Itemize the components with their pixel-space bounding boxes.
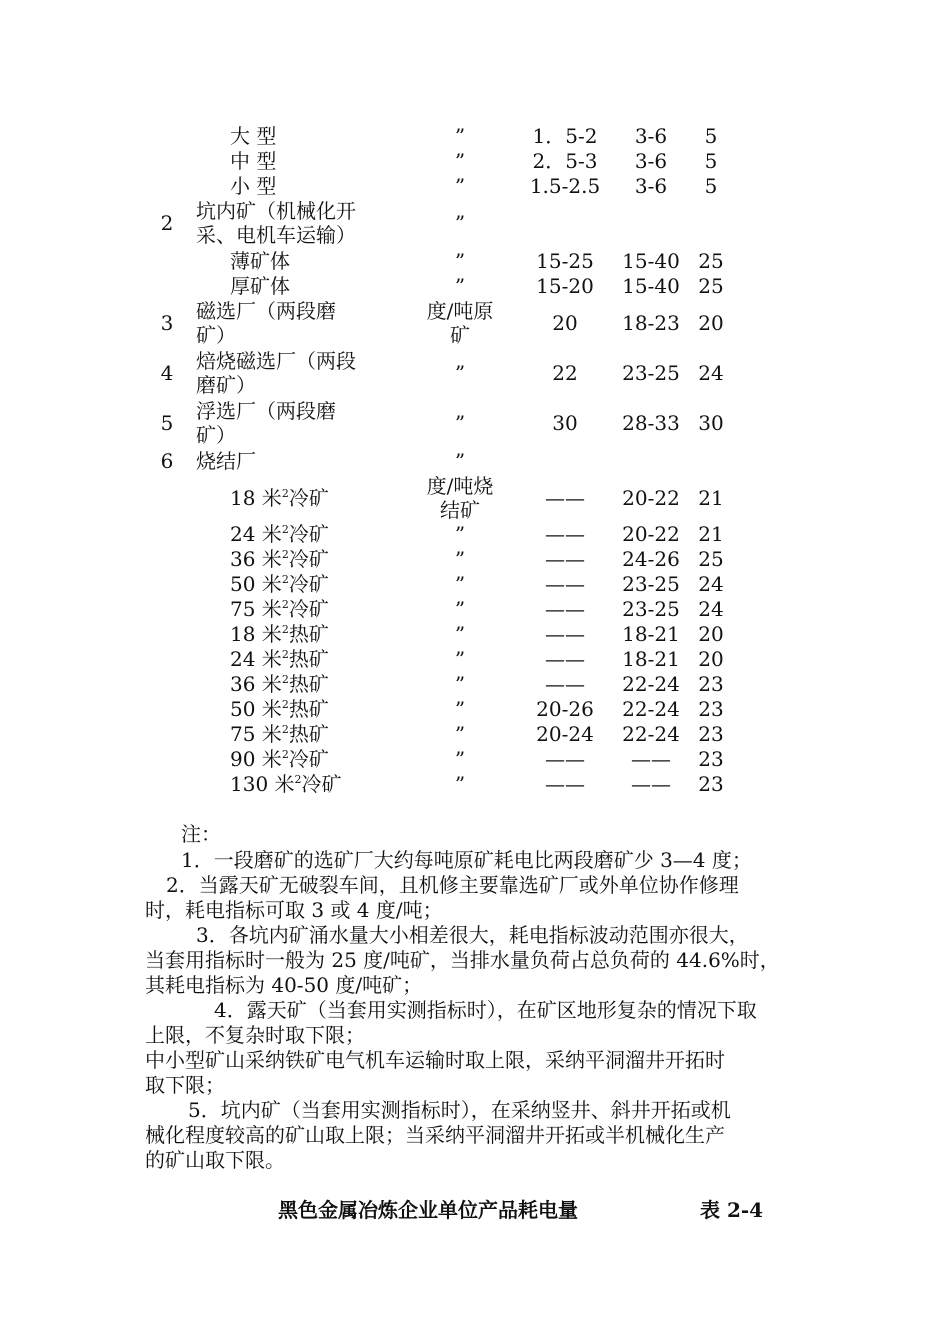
- unit: ”: [454, 174, 466, 198]
- item-name: 烧结厂: [196, 449, 256, 473]
- unit: ”: [454, 747, 466, 771]
- row-number: 4: [160, 361, 174, 385]
- note-4-line2: 上限，不复杂时取下限；: [145, 1023, 365, 1047]
- value-col-1: ——: [545, 597, 585, 621]
- note-2-line2: 时，耗电指标可取 3 或 4 度/吨；: [145, 898, 443, 922]
- note-1: 1．一段磨矿的选矿厂大约每吨原矿耗电比两段磨矿少 3—4 度；: [181, 848, 752, 872]
- value-col-2: ——: [631, 747, 671, 771]
- item-name: 90 米$^2$冷矿: [230, 747, 329, 771]
- value-col-1: 15-25: [536, 249, 594, 273]
- item-name: 薄矿体: [230, 249, 290, 273]
- note-3-line2: 当套用指标时一般为 25 度/吨矿，当排水量负荷占总负荷的 44.6%时，: [145, 948, 780, 972]
- value-col-3: 24: [698, 572, 724, 596]
- value-col-2: 3-6: [634, 149, 668, 173]
- value-col-3: 24: [698, 361, 724, 385]
- item-name: 坑内矿（机械化开 采、电机车运输）: [196, 199, 356, 247]
- unit: ”: [454, 249, 466, 273]
- value-col-1: ——: [545, 747, 585, 771]
- row-number: 3: [160, 311, 174, 335]
- note-5-line2: 械化程度较高的矿山取上限；当采纳平洞溜井开拓或半机械化生产: [145, 1123, 725, 1147]
- unit: ”: [454, 149, 466, 173]
- value-col-3: 20: [698, 311, 724, 335]
- item-name: 36 米$^2$热矿: [230, 672, 329, 696]
- unit: ”: [454, 597, 466, 621]
- unit: ”: [454, 572, 466, 596]
- item-name: 18 米$^2$热矿: [230, 622, 329, 646]
- value-col-3: 23: [698, 697, 724, 721]
- item-name: 18 米$^2$冷矿: [230, 486, 329, 510]
- value-col-3: 23: [698, 747, 724, 771]
- value-col-3: 25: [698, 547, 724, 571]
- unit: ”: [454, 647, 466, 671]
- value-col-2: 18-21: [622, 647, 680, 671]
- value-col-3: 20: [698, 647, 724, 671]
- unit: ”: [454, 672, 466, 696]
- unit: ”: [454, 522, 466, 546]
- value-col-2: 23-25: [622, 361, 680, 385]
- value-col-3: 5: [704, 124, 718, 148]
- value-col-1: 30: [552, 411, 578, 435]
- value-col-2: 3-6: [634, 174, 668, 198]
- item-name: 130 米$^2$冷矿: [230, 772, 342, 796]
- item-name: 浮选厂（两段磨 矿）: [196, 399, 336, 447]
- value-col-3: 23: [698, 722, 724, 746]
- value-col-2: 23-25: [622, 572, 680, 596]
- note-5-line3: 的矿山取下限。: [145, 1148, 285, 1172]
- value-col-2: ——: [631, 772, 671, 796]
- value-col-3: 21: [698, 486, 724, 510]
- item-name: 焙烧磁选厂（两段 磨矿）: [196, 349, 356, 397]
- value-col-1: 20-26: [536, 697, 594, 721]
- unit: ”: [454, 411, 466, 435]
- table-title: 黑色金属冶炼企业单位产品耗电量: [278, 1198, 578, 1222]
- item-name: 大 型: [230, 124, 277, 148]
- unit: ”: [454, 697, 466, 721]
- value-col-1: ——: [545, 547, 585, 571]
- unit: ”: [454, 547, 466, 571]
- item-name: 磁选厂（两段磨 矿）: [196, 299, 336, 347]
- unit: ”: [454, 124, 466, 148]
- value-col-2: 18-21: [622, 622, 680, 646]
- value-col-3: 23: [698, 772, 724, 796]
- item-name: 50 米$^2$热矿: [230, 697, 329, 721]
- unit: 度/吨原 矿: [426, 299, 494, 347]
- value-col-1: 1.5-2.5: [529, 174, 601, 198]
- value-col-3: 5: [704, 174, 718, 198]
- value-col-2: 28-33: [622, 411, 680, 435]
- note-heading: 注：: [181, 822, 221, 846]
- value-col-3: 30: [698, 411, 724, 435]
- unit: ”: [454, 622, 466, 646]
- unit: ”: [454, 361, 466, 385]
- value-col-3: 24: [698, 597, 724, 621]
- value-col-1: ——: [545, 572, 585, 596]
- value-col-2: 3-6: [634, 124, 668, 148]
- value-col-2: 18-23: [622, 311, 680, 335]
- note-4-line3: 中小型矿山采纳铁矿电气机车运输时取上限，采纳平洞溜井开拓时: [145, 1048, 725, 1072]
- note-5-line1: 5．坑内矿（当套用实测指标时），在采纳竖井、斜井开拓或机: [188, 1098, 731, 1122]
- unit: ”: [454, 211, 466, 235]
- value-col-1: 22: [552, 361, 578, 385]
- value-col-1: ——: [545, 522, 585, 546]
- value-col-2: 15-40: [622, 274, 680, 298]
- value-col-2: 22-24: [622, 697, 680, 721]
- value-col-2: 23-25: [622, 597, 680, 621]
- unit: ”: [454, 449, 466, 473]
- value-col-3: 25: [698, 274, 724, 298]
- note-3-line1: 3．各坑内矿涌水量大小相差很大，耗电指标波动范围亦很大，: [196, 923, 749, 947]
- value-col-1: 2．5-3: [532, 149, 598, 173]
- row-number: 2: [160, 211, 174, 235]
- value-col-2: 22-24: [622, 672, 680, 696]
- value-col-1: 1．5-2: [532, 124, 598, 148]
- note-2-line1: 2．当露天矿无破裂车间，且机修主要靠选矿厂或外单位协作修理: [166, 873, 739, 897]
- value-col-1: ——: [545, 622, 585, 646]
- value-col-3: 20: [698, 622, 724, 646]
- note-4-line4: 取下限；: [145, 1073, 225, 1097]
- item-name: 24 米$^2$冷矿: [230, 522, 329, 546]
- value-col-2: 22-24: [622, 722, 680, 746]
- value-col-1: ——: [545, 647, 585, 671]
- item-name: 75 米$^2$热矿: [230, 722, 329, 746]
- value-col-3: 21: [698, 522, 724, 546]
- unit: 度/吨烧 结矿: [426, 474, 494, 522]
- note-4-line1: 4．露天矿（当套用实测指标时），在矿区地形复杂的情况下取: [214, 998, 757, 1022]
- row-number: 6: [160, 449, 174, 473]
- value-col-2: 20-22: [622, 522, 680, 546]
- unit: ”: [454, 722, 466, 746]
- row-number: 5: [160, 411, 174, 435]
- value-col-2: 24-26: [622, 547, 680, 571]
- value-col-3: 23: [698, 672, 724, 696]
- unit: ”: [454, 772, 466, 796]
- value-col-2: 15-40: [622, 249, 680, 273]
- value-col-2: 20-22: [622, 486, 680, 510]
- value-col-1: 15-20: [536, 274, 594, 298]
- value-col-1: ——: [545, 486, 585, 510]
- value-col-1: 20: [552, 311, 578, 335]
- item-name: 中 型: [230, 149, 277, 173]
- table-number: 表 2-4: [700, 1198, 764, 1222]
- value-col-1: ——: [545, 672, 585, 696]
- item-name: 24 米$^2$热矿: [230, 647, 329, 671]
- item-name: 小 型: [230, 174, 277, 198]
- item-name: 36 米$^2$冷矿: [230, 547, 329, 571]
- value-col-3: 25: [698, 249, 724, 273]
- item-name: 厚矿体: [230, 274, 290, 298]
- item-name: 50 米$^2$冷矿: [230, 572, 329, 596]
- item-name: 75 米$^2$冷矿: [230, 597, 329, 621]
- value-col-3: 5: [704, 149, 718, 173]
- value-col-1: ——: [545, 772, 585, 796]
- note-3-line3: 其耗电指标为 40-50 度/吨矿；: [145, 973, 423, 997]
- value-col-1: 20-24: [536, 722, 594, 746]
- unit: ”: [454, 274, 466, 298]
